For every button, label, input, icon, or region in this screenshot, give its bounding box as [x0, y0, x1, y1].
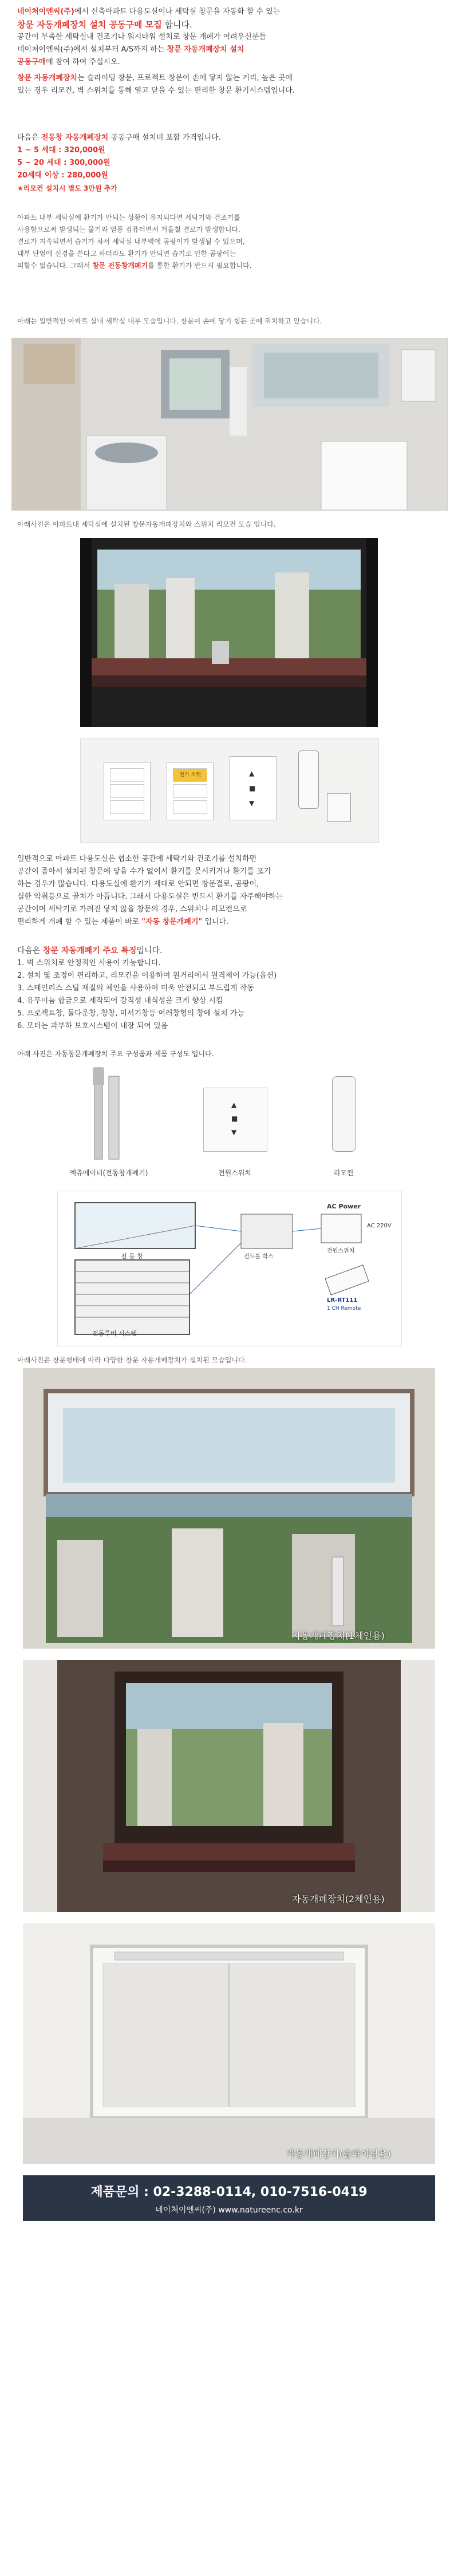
price-tier-2: 5 ~ 20 세대 : 300,000원 [17, 159, 110, 167]
intro-line6: 는 슬라이딩 창문, 프로젝트 창문이 손에 닿지 않는 거리, 높은 곳에 [77, 74, 293, 82]
problem-line5-tail: 를 통한 환기가 반드시 필요합니다. [148, 262, 252, 270]
features-head-tail: 입니다. [136, 946, 163, 955]
feature-item: 4. 유무미늄 합금으로 제작되어 강직성 내식성을 크게 향상 시킴 [17, 997, 223, 1005]
general-line5: 공간이며 세탁기로 가려진 닿지 않을 창문의 경우, 스위치나 리모컨으로 [17, 905, 247, 914]
feature-item: 1. 벽 스위치로 안정적인 사용이 가능합니다. [17, 959, 161, 967]
installed-photo-sliding [23, 1923, 435, 2164]
diagram-power-label: AC Power [327, 1203, 361, 1210]
price-tier-1: 1 ~ 5 세대 : 320,000원 [17, 146, 105, 155]
general-line6-highlight: "자동 창문개폐기" [141, 918, 203, 926]
component-remote [332, 1076, 356, 1152]
feature-item: 6. 모터는 과부하 보호시스템이 내장 되어 있음 [17, 1022, 168, 1030]
switch-sticker: 전기 소켓 [173, 768, 207, 782]
intro-section [0, 6, 458, 97]
footer-company: 네이처이엔씨(주) www.natureenc.co.kr [155, 2206, 303, 2215]
price-head-highlight: 전동창 자동개폐장치 [41, 133, 109, 142]
component-label-switch: 전원스위치 [218, 1169, 251, 1177]
general-section [0, 853, 458, 929]
installed-photo-2chain [23, 1660, 435, 1912]
problem-section [0, 212, 458, 272]
switches-remote-photo [80, 738, 379, 843]
intro-line7: 있는 경우 리모컨, 벽 스위치를 통해 열고 닫을 수 있는 편리한 창문 환기시스템입니다. [17, 86, 295, 95]
problem-line4: 내부 단열에 신경을 쓴다고 하더라도 환기가 안되면 습기로 인한 곰팡이는 [17, 250, 236, 258]
component-label-remote: 리모컨 [333, 1169, 354, 1177]
diagram-window-label: 전 동 창 [121, 1253, 143, 1260]
intro-line4: 네이처이엔씨(주)에서 설치부터 A/S까지 하는 [17, 45, 167, 54]
photo-caption-sliding: 자동개폐장치(슬라이딩용) [286, 2148, 391, 2159]
laundry-room-photo [11, 338, 448, 511]
wall-switch-arrows: ▲ ■ ▼ [230, 756, 277, 820]
diagram-louver-label: 전동루버 시스템 [92, 1330, 137, 1337]
general-line3: 하는 경우가 많습니다. 다용도실에 환기가 제대로 안되면 창문결로, 곰팡이, [17, 880, 259, 888]
system-diagram [57, 1191, 402, 1346]
diagram-switch-label: 전원스위치 [327, 1248, 355, 1254]
problem-line3: 결로가 지속되면서 습기가 차서 세탁실 내부벽에 곰팡이가 발생될 수 있으며, [17, 238, 245, 246]
component-label-actuator: 엑츄에이터(전동창개폐기) [69, 1169, 148, 1177]
caption-laundry: 아래는 일반적인 아파트 실내 세탁실 내부 모습입니다. 창문이 손에 닿기 힘든 곳에 위치하고 있습니다. [17, 317, 322, 325]
diagram-controller-label: 컨트롤 박스 [244, 1254, 274, 1260]
window-actuator-photo [80, 538, 378, 727]
price-section [0, 132, 458, 195]
wall-switch-3button [104, 762, 151, 820]
general-line4: 심한 악취등으로 골치가 아픕니다. 그래서 다용도실은 반드시 환기를 자주해야하는 [17, 892, 283, 901]
photo-caption-1chain: 자동개폐장치(1체인용) [292, 1630, 385, 1641]
component-actuator [63, 1065, 155, 1162]
remote-holder [327, 793, 351, 822]
headline-tail: 합니다. [161, 19, 192, 30]
general-line6-tail: 입니다. [202, 918, 229, 926]
headline: 창문 자동개폐장치 설치 공동구매 모집 [17, 19, 162, 30]
price-head: 다음은 [17, 133, 41, 142]
price-note: ★리모컨 설치시 별도 3만원 추가 [17, 184, 117, 192]
remote-control [298, 750, 319, 809]
price-head-tail: 공동구매 설치비 포함 가격입니다. [108, 133, 221, 142]
features-head: 다음은 [17, 946, 44, 955]
diagram-ac-label: AC 220V [367, 1223, 392, 1229]
intro-line3: 공간이 부족한 세탁실내 건조기나 워시타워 설치로 창문 개폐가 어려우신분들 [17, 33, 266, 41]
component-switch: ▲ ■ ▼ [203, 1088, 267, 1152]
footer-banner [23, 2175, 435, 2221]
intro-line6-highlight: 창문 자동개폐장치 [17, 74, 77, 82]
feature-item: 3. 스테인리스 스틸 재질의 체인을 사용하여 더욱 안전되고 부드럽게 작동 [17, 984, 254, 993]
features-head-highlight: 창문 자동개폐기 주요 특징 [43, 946, 137, 955]
caption-installed: 아래사진은 창문형태에 따라 다양한 창문 자동개폐장치가 설치된 모습입니다. [17, 1356, 247, 1364]
caption-window: 아래사진은 아파트내 세탁실에 설치된 창문자동개폐장치와 스위치 리모컨 모습 입니다. [17, 520, 276, 528]
problem-line5: 피할수 없습니다. 그래서 [17, 262, 93, 270]
diagram-remote-sublabel: 1 CH Remote [327, 1306, 361, 1311]
intro-line5: 에 참여 하여 주십시오. [46, 58, 120, 66]
intro-line4-highlight: 창문 자동개폐장치 설치 [167, 45, 244, 54]
caption-components: 아래 사진은 자동창문개폐장치 주요 구성품과 제품 구성도 입니다. [17, 1050, 214, 1058]
installed-photo-1chain [23, 1368, 435, 1649]
general-line6: 편리하게 개폐 할 수 있는 제품이 바로 [17, 918, 142, 926]
intro-line1: 에서 신축아파트 다용도실이나 세탁실 창문을 자동화 할 수 있는 [74, 7, 281, 16]
problem-line1: 아파트 내부 세탁실에 환기가 안되는 상황이 유지되다면 세탁기와 건조기를 [17, 214, 240, 222]
feature-item: 2. 설치 및 조정이 편리하고, 리모컨을 이용하여 원거리에서 원격제어 가능(옵션) [17, 971, 277, 980]
intro-line5-highlight: 공동구매 [17, 58, 46, 66]
feature-item: 5. 프로젝트창, 돌다운창, 창창, 미서기창등 여러창형의 창에 설치 가능 [17, 1009, 244, 1018]
diagram-remote-label: LR-RT111 [327, 1297, 358, 1303]
features-section [0, 945, 458, 1033]
general-line2: 공간이 좁아서 설치된 창문에 닿을 수가 없어서 환기를 못시키거나 환기를 포기 [17, 867, 271, 876]
footer-contact: 제품문의 : 02-3288-0114, 010-7516-0419 [90, 2185, 368, 2199]
problem-line2: 사용함으로써 발생되는 물기와 열풍 컴퓨터면서 겨울철 결로가 발생합니다. [17, 226, 240, 234]
problem-line5-highlight: 창문 전동창개폐기 [92, 262, 148, 270]
price-tier-3: 20세대 이상 : 280,000원 [17, 171, 108, 180]
photo-caption-2chain: 자동개폐장치(2체인용) [292, 1894, 385, 1905]
wall-switch-labeled [167, 762, 214, 820]
company-name: 네이처이엔씨(주) [17, 7, 74, 16]
general-line1: 일반적으로 아파트 다용도실은 협소한 공간에 세탁기와 건조기를 설치하면 [17, 855, 257, 863]
